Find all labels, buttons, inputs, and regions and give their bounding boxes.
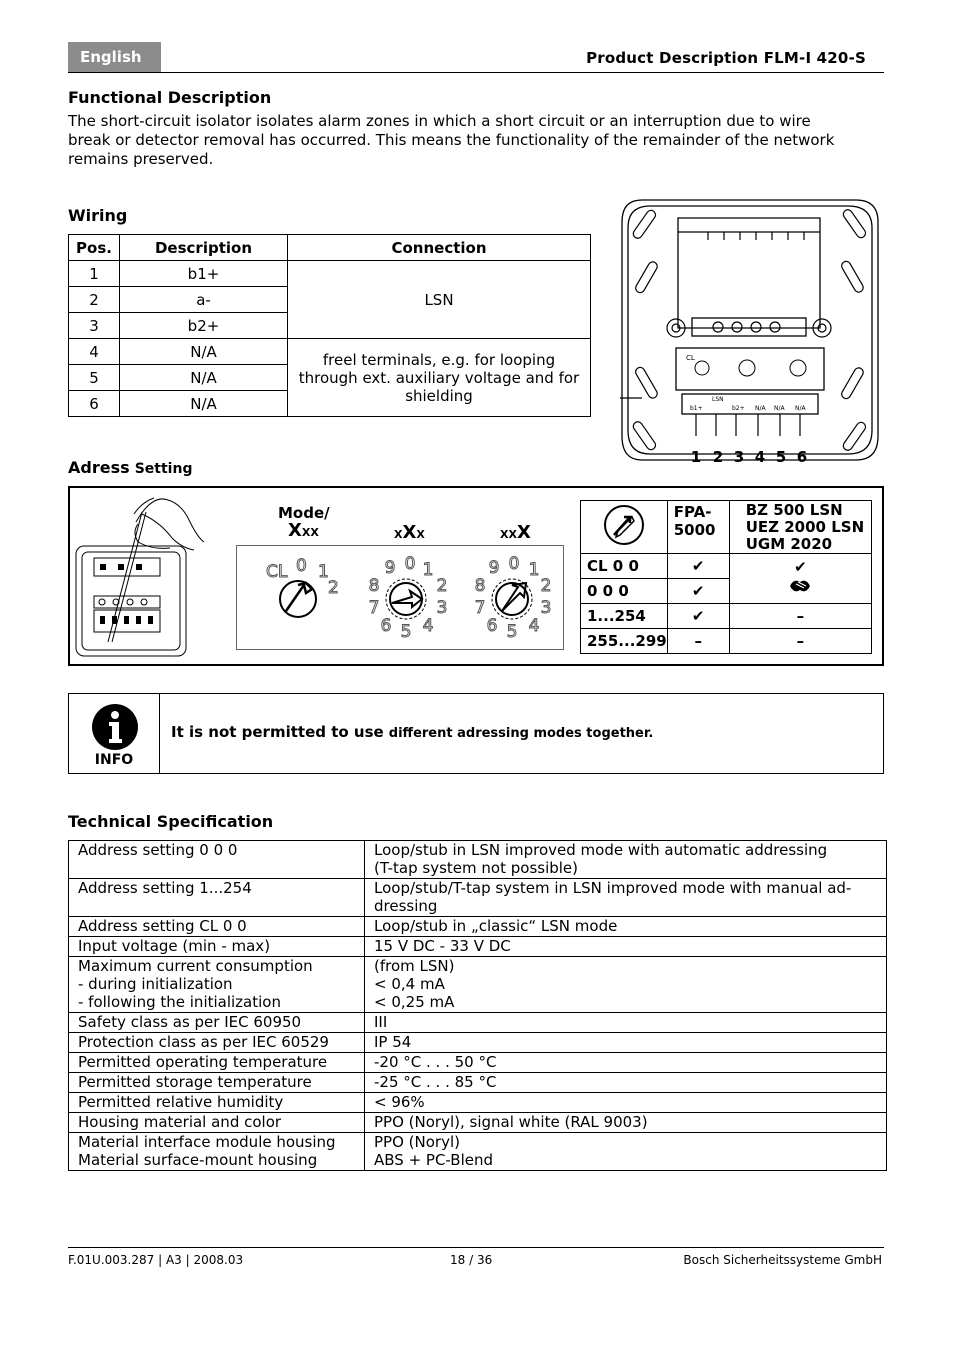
- info-message-small: different adressing modes together.: [388, 726, 654, 741]
- device-label-na: N/A: [795, 405, 806, 412]
- compat-fpa-value: –: [667, 629, 729, 654]
- spec-heading: Technical Specification: [68, 812, 274, 831]
- pos-cell: 5: [69, 365, 120, 391]
- compat-header-row: [581, 501, 872, 554]
- connection-free-cell: [288, 339, 591, 417]
- address-heading-small: Setting: [134, 461, 193, 477]
- spec-row: [69, 937, 887, 957]
- dial-label-tens: [394, 522, 425, 543]
- pos-cell: 1: [69, 261, 120, 287]
- spec-key-line: Permitted storage temperature: [78, 1073, 312, 1091]
- spec-value-cell: [365, 1093, 887, 1113]
- terminal-number: 1: [690, 448, 702, 466]
- spec-key-cell: [69, 1113, 365, 1133]
- spec-value-cell: [365, 1073, 887, 1093]
- footer-rule: [68, 1247, 884, 1248]
- terminal-number: 3: [733, 448, 745, 466]
- spec-value-cell: [365, 1013, 887, 1033]
- compat-header-bz-line: UGM 2020: [745, 535, 833, 553]
- dial-digit: 4: [528, 616, 540, 636]
- connection-free-line: through ext. auxiliary voltage and for: [298, 368, 580, 387]
- connection-free-line: shielding: [405, 386, 473, 405]
- wiring-table: [68, 234, 591, 417]
- terminal-number: 5: [775, 448, 787, 466]
- compat-header-fpa-line: 5000: [673, 521, 716, 539]
- desc-cell: b2+: [120, 313, 288, 339]
- footer-doc-id: F.01U.003.287 | A3 | 2008.03: [68, 1253, 244, 1267]
- spec-key-line: Address setting 0 0 0: [78, 841, 238, 859]
- spec-value-line: dressing: [374, 897, 438, 915]
- rotary-switch-units[interactable]: [475, 554, 552, 642]
- spec-key-line: Permitted operating temperature: [78, 1053, 328, 1071]
- handshake-icon: [788, 576, 812, 596]
- header-rule: [68, 72, 884, 73]
- connection-lsn-cell: LSN: [288, 261, 591, 339]
- spec-value-cell: [365, 1133, 887, 1171]
- spec-row: [69, 917, 887, 937]
- compat-row-label: CL 0 0: [581, 554, 668, 579]
- spec-row: [69, 1133, 887, 1171]
- device-housing-drawing: [620, 198, 880, 470]
- compat-fpa-value: ✔: [667, 554, 729, 579]
- dial-digit: 5: [400, 622, 412, 642]
- spec-value-line: (T-tap system not possible): [374, 859, 579, 877]
- dial-label-big: X: [402, 522, 417, 543]
- spec-key-line: - during initialization: [78, 975, 233, 993]
- dial-digit: CL: [266, 562, 288, 582]
- language-tab: English: [68, 42, 161, 72]
- spec-row: [69, 1093, 887, 1113]
- device-label-b1: b1+: [690, 405, 703, 412]
- spec-row: [69, 1033, 887, 1053]
- spec-value-line: (from LSN): [374, 957, 455, 975]
- dial-digit: 2: [540, 576, 552, 596]
- device-label-na: N/A: [774, 405, 785, 412]
- spec-value-cell: [365, 1033, 887, 1053]
- compat-row: [581, 629, 872, 654]
- dial-digit: 1: [528, 560, 540, 580]
- pos-cell: 3: [69, 313, 120, 339]
- dial-label-small: XX: [500, 528, 517, 541]
- spec-value-line: ABS + PC-Blend: [374, 1151, 494, 1169]
- table-header-row: [69, 235, 591, 261]
- spec-key-cell: [69, 1013, 365, 1033]
- spec-value-line: Loop/stub in LSN improved mode with automatic addressing: [374, 841, 828, 859]
- compat-row: [581, 554, 872, 579]
- dial-digit: 9: [488, 558, 500, 578]
- desc-cell: a-: [120, 287, 288, 313]
- spec-value-line: PPO (Noryl), signal white (RAL 9003): [374, 1113, 648, 1131]
- spec-value-cell: [365, 1053, 887, 1073]
- spec-row: [69, 841, 887, 879]
- spec-row: [69, 879, 887, 917]
- dial-label-big: X: [288, 520, 302, 541]
- compat-header-fpa: [667, 501, 729, 554]
- spec-value-line: Loop/stub/T-tap system in LSN improved mode with manual ad-: [374, 879, 852, 897]
- spec-key-cell: [69, 841, 365, 879]
- compat-header-bz-line: UEZ 2000 LSN: [745, 518, 865, 536]
- dial-digit: 1: [318, 562, 329, 582]
- info-icon: [91, 703, 139, 751]
- dial-digit: 3: [540, 598, 552, 618]
- spec-table-body: [69, 841, 887, 1171]
- wiring-heading: Wiring: [68, 206, 128, 225]
- spec-key-line: Material interface module housing: [78, 1133, 336, 1151]
- spec-value-cell: [365, 937, 887, 957]
- dial-digit: 0: [404, 554, 416, 574]
- document-title: Product Description FLM-I 420-S: [586, 49, 866, 67]
- spec-key-line: Housing material and color: [78, 1113, 282, 1131]
- address-heading: [68, 458, 192, 477]
- spec-key-line: Permitted relative humidity: [78, 1093, 284, 1111]
- dial-digit: 0: [296, 556, 307, 576]
- dial-digit: 5: [506, 622, 518, 642]
- spec-key-cell: [69, 1093, 365, 1113]
- spec-row: [69, 1053, 887, 1073]
- spec-row: [69, 957, 887, 1013]
- spec-key-cell: [69, 1053, 365, 1073]
- info-message-bold: It is not permitted to use: [171, 723, 384, 741]
- spec-row: [69, 1013, 887, 1033]
- pos-cell: 4: [69, 339, 120, 365]
- footer-company: Bosch Sicherheitssysteme GmbH: [683, 1253, 882, 1267]
- device-label-na: N/A: [755, 405, 766, 412]
- terminal-number: 2: [712, 448, 724, 466]
- desc-cell: N/A: [120, 365, 288, 391]
- compat-header-fpa-line: FPA-: [673, 503, 712, 521]
- spec-key-line: Address setting CL 0 0: [78, 917, 247, 935]
- rotary-switch-panel: [236, 545, 564, 651]
- spec-key-cell: [69, 917, 365, 937]
- spec-key-line: Material surface-mount housing: [78, 1151, 318, 1169]
- hand-screwdriver-illustration: [72, 492, 212, 660]
- footer-page-number: 18 / 36: [450, 1253, 493, 1267]
- spec-value-line: < 0,4 mA: [374, 975, 445, 993]
- dial-label-small: X: [416, 528, 425, 541]
- spec-value-cell: [365, 879, 887, 917]
- rotary-switch-icon: [602, 503, 646, 547]
- pos-cell: 2: [69, 287, 120, 313]
- table-row: [69, 261, 591, 287]
- compat-row-label: 255...299: [581, 629, 668, 654]
- spec-value-cell: [365, 1113, 887, 1133]
- spec-value-line: Loop/stub in „classic“ LSN mode: [374, 917, 618, 935]
- spec-value-line: -25 °C . . . 85 °C: [374, 1073, 497, 1091]
- dial-digit: 6: [380, 616, 392, 636]
- spec-key-line: Maximum current consumption: [78, 957, 313, 975]
- dial-label-big: X: [516, 522, 531, 543]
- desc-cell: N/A: [120, 339, 288, 365]
- column-header-pos: Pos.: [69, 235, 120, 261]
- dial-digit: 8: [474, 576, 486, 596]
- dial-digit: 1: [422, 560, 434, 580]
- compat-row-label: 1...254: [581, 604, 668, 629]
- column-header-connection: Connection: [288, 235, 591, 261]
- info-label: INFO: [94, 752, 134, 768]
- pos-cell: 6: [69, 391, 120, 417]
- spec-value-line: < 0,25 mA: [374, 993, 455, 1011]
- compat-row: [581, 604, 872, 629]
- address-heading-main: Adress: [68, 458, 130, 477]
- table-row: [69, 339, 591, 365]
- spec-row: [69, 1113, 887, 1133]
- spec-value-line: IP 54: [374, 1033, 412, 1051]
- compat-bz-value-merged: [729, 554, 871, 604]
- desc-cell: b1+: [120, 261, 288, 287]
- spec-key-line: - following the initialization: [78, 993, 281, 1011]
- rotary-switch-tens[interactable]: [369, 554, 448, 642]
- desc-cell: N/A: [120, 391, 288, 417]
- compat-row-label: 0 0 0: [581, 579, 668, 604]
- dial-label-hundreds: [288, 520, 319, 541]
- compat-bz-check: ✔: [794, 557, 807, 576]
- spec-key-line: Protection class as per IEC 60529: [78, 1033, 329, 1051]
- terminal-number: 6: [796, 448, 808, 466]
- dial-digit: 2: [328, 578, 339, 598]
- spec-value-line: 15 V DC - 33 V DC: [374, 937, 511, 955]
- spec-key-cell: [69, 879, 365, 917]
- compat-bz-value: –: [729, 604, 871, 629]
- functional-text: [68, 112, 884, 169]
- spec-key-cell: [69, 1033, 365, 1053]
- dial-digit: 8: [368, 576, 380, 596]
- spec-row: [69, 1073, 887, 1093]
- dial-digit: 9: [384, 558, 396, 578]
- functional-heading: Functional Description: [68, 88, 272, 107]
- spec-key-cell: [69, 1133, 365, 1171]
- spec-value-cell: [365, 841, 887, 879]
- spec-key-cell: [69, 937, 365, 957]
- spec-key-line: Address setting 1...254: [78, 879, 252, 897]
- spec-value-line: PPO (Noryl): [374, 1133, 460, 1151]
- functional-line: remains preserved.: [68, 150, 214, 168]
- dial-digit: 0: [508, 554, 520, 574]
- dial-knob[interactable]: [496, 583, 528, 615]
- spec-value-line: -20 °C . . . 50 °C: [374, 1053, 497, 1071]
- info-message: [171, 722, 653, 741]
- spec-table: [68, 840, 887, 1171]
- compat-fpa-value: ✔: [667, 579, 729, 604]
- spec-key-line: Input voltage (min - max): [78, 937, 271, 955]
- dial-label-units: [500, 522, 531, 543]
- device-label-lsn: LSN: [712, 396, 724, 403]
- compat-bz-value: –: [729, 629, 871, 654]
- rotary-switch-hundreds[interactable]: [266, 556, 339, 617]
- functional-line: break or detector removal has occurred. This means the functionality of the remainder of the network: [68, 131, 835, 149]
- device-label-cl: CL: [686, 354, 695, 362]
- compat-header-icon-cell: [581, 501, 668, 554]
- dial-digit: 6: [486, 616, 498, 636]
- dial-digit: 2: [436, 576, 448, 596]
- spec-value-line: < 96%: [374, 1093, 425, 1111]
- spec-value-cell: [365, 957, 887, 1013]
- mode-label: Mode/: [278, 504, 330, 522]
- compat-header-bz-line: BZ 500 LSN: [745, 501, 843, 519]
- spec-key-cell: [69, 1073, 365, 1093]
- device-label-b2: b2+: [732, 405, 745, 412]
- compatibility-table: [580, 500, 872, 654]
- dial-digit: 7: [368, 598, 380, 618]
- compat-header-bz: [729, 501, 871, 554]
- dial-digit: 4: [422, 616, 434, 636]
- terminal-number: 4: [754, 448, 766, 466]
- column-header-description: Description: [120, 235, 288, 261]
- spec-key-cell: [69, 957, 365, 1013]
- dial-label-small: XX: [301, 526, 319, 539]
- spec-value-cell: [365, 917, 887, 937]
- spec-key-line: Safety class as per IEC 60950: [78, 1013, 302, 1031]
- dial-digit: 7: [474, 598, 486, 618]
- connection-free-line: freel terminals, e.g. for looping: [322, 350, 556, 369]
- dial-digit: 3: [436, 598, 448, 618]
- dial-label-small: X: [394, 528, 403, 541]
- functional-line: The short-circuit isolator isolates alarm zones in which a short circuit or an interruption due to wire: [68, 112, 811, 130]
- spec-value-line: III: [374, 1013, 388, 1031]
- compat-fpa-value: ✔: [667, 604, 729, 629]
